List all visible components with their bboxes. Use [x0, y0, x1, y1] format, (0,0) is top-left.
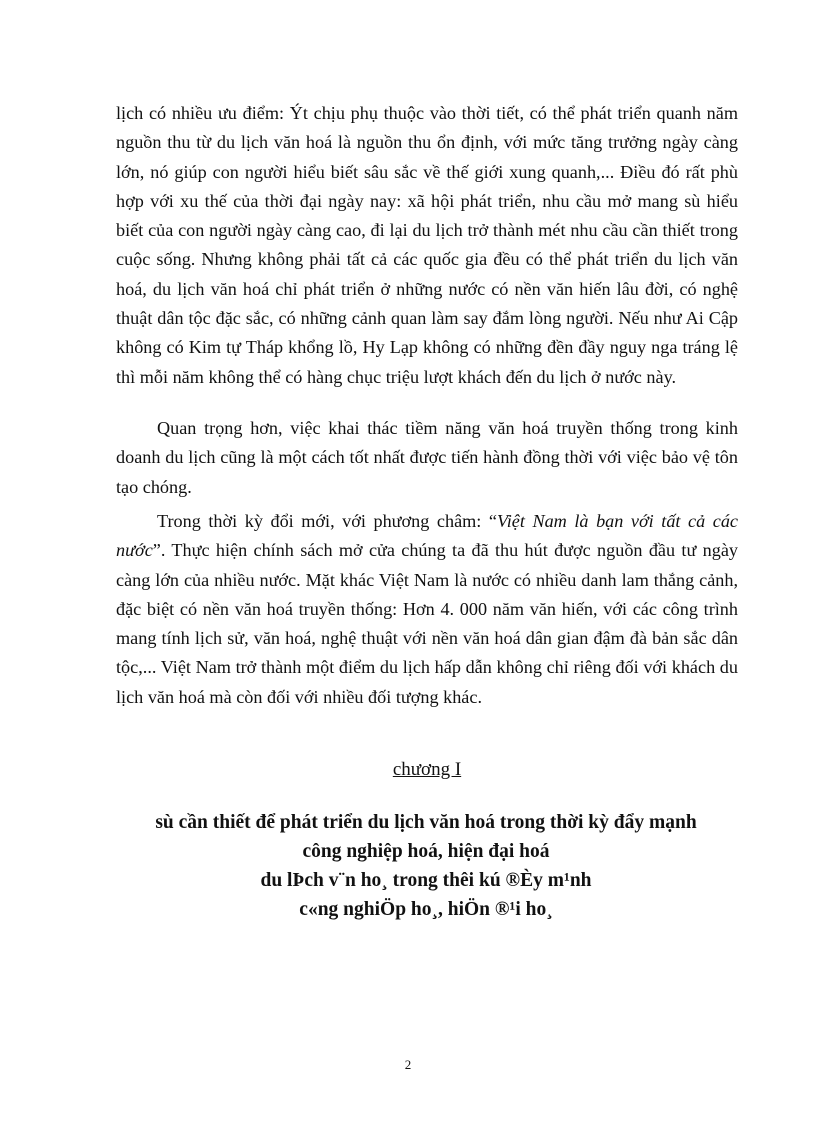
chapter-title — [96, 808, 756, 924]
chapter-title-line-3: du lÞch v¨n ho¸ trong thêi kú ®Èy m¹nh — [260, 870, 592, 891]
chapter-heading — [116, 757, 738, 783]
paragraph-3-quote: Việt Nam là bạn với tất cả các nước — [116, 511, 738, 561]
paragraph-3 — [116, 507, 738, 712]
paragraph-3-body: ”. Thực hiện chính sách mở cửa chúng ta đã thu hút được nguồn đầu tư ngày càng lớn của nhiều nước. Mặt khác Việt Nam là nước có nhiều danh lam thắng cảnh, đặc biệt có nền văn hoá truyền thống: Hơn 4. 000 năm văn hiến, với các công trình mang tính lịch sử, văn hoá, nghệ thuật với nền văn hoá dân gian đậm đà bản sắc dân tộc,... Việt Nam trở thành một điểm du lịch hấp dẫn không chỉ riêng đối với khách du lịch văn hoá mà còn đối với nhiều đối tượng khác. — [116, 540, 738, 707]
chapter-title-line-1: sù cần thiết để phát triển du lịch văn hoá trong thời kỳ đẩy mạnh — [155, 812, 697, 833]
paragraph-2: Quan trọng hơn, việc khai thác tiềm năng văn hoá truyền thống trong kinh doanh du lịch cũng là một cách tốt nhất được tiến hành đồng thời với việc bảo vệ tôn tạo chóng. — [116, 418, 738, 497]
chapter-title-line-4: c«ng nghiÖp ho¸, hiÖn ®¹i ho¸ — [299, 899, 553, 920]
paragraph-1: lịch có nhiều ưu điểm: Ýt chịu phụ thuộc vào thời tiết, có thể phát triển quanh năm nguồn thu từ du lịch văn hoá là nguồn thu ổn định, với mức tăng trưởng ngày càng lớn, nó giúp con người hiểu biết sâu sắc về thế giới xung quanh,... Điều đó rất phù hợp với xu thế của thời đại ngày nay: xã hội phát triển, nhu cầu mở mang sù hiểu biết của con người ngày càng cao, đi lại du lịch trở thành mét nhu cầu cần thiết trong cuộc sống. Nhưng không phải tất cả các quốc gia đều có thể phát triển du lịch văn hoá, du lịch văn hoá chỉ phát triển ở những nước có nền văn hiến lâu đời, có nghệ thuật dân tộc đặc sắc, có những cảnh quan làm say đắm lòng người. Nếu như Ai Cập không có Kim tự Tháp khổng lồ, Hy Lạp không có những đền đầy nguy nga tráng lệ thì mỗi năm không thể có hàng chục triệu lượt khách đến du lịch ở nước này. — [116, 103, 738, 387]
paragraph-3-lead: Trong thời kỳ đổi mới, với phương châm: “ — [157, 511, 497, 531]
page-number: 2 — [404, 1057, 412, 1072]
chapter-heading-text: chương I — [392, 759, 462, 780]
chapter-title-line-2: công nghiệp hoá, hiện đại hoá — [302, 841, 550, 862]
